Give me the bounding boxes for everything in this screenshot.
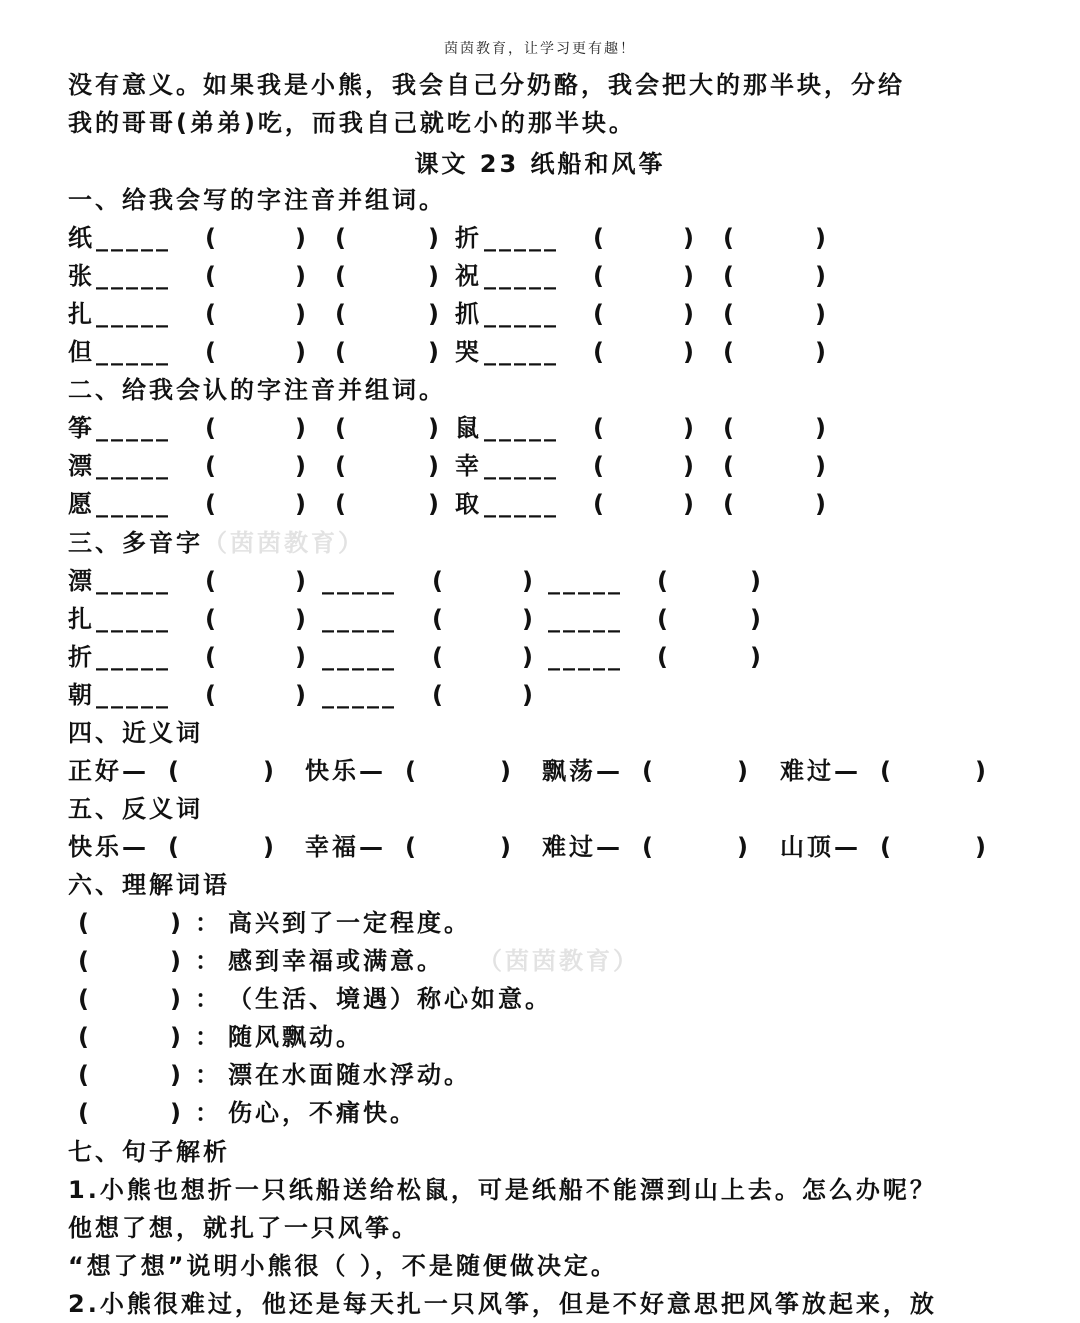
- paren-close: ): [750, 643, 764, 671]
- paren-open: (: [335, 300, 349, 328]
- paren-open: (: [335, 452, 349, 480]
- paren-close: ): [737, 757, 751, 785]
- paren-close: ): [263, 833, 277, 861]
- pinyin-blank[interactable]: _____: [96, 681, 171, 709]
- target-char: 折: [68, 643, 95, 671]
- paren-open: (: [642, 757, 656, 785]
- paren-open: (: [593, 414, 607, 442]
- pinyin-blank[interactable]: _____: [96, 300, 171, 328]
- sentence-line-3: “想了想”说明小熊很（ ），不是随便做决定。: [68, 1252, 618, 1280]
- paren-open: (: [405, 757, 419, 785]
- target-char: 折: [455, 224, 482, 252]
- paren-open: (: [723, 452, 737, 480]
- target-char: 鼠: [455, 414, 482, 442]
- paren-open: (: [335, 262, 349, 290]
- paren-close: ): [295, 643, 309, 671]
- paren-close: ): [295, 567, 309, 595]
- paren-close: ): [295, 262, 309, 290]
- target-char: 愿: [68, 490, 95, 518]
- paren-open: (: [78, 1061, 92, 1089]
- pinyin-blank[interactable]: _____: [484, 414, 559, 442]
- paren-open: (: [723, 414, 737, 442]
- paren-close: ): [500, 833, 514, 861]
- paren-open: (: [642, 833, 656, 861]
- paren-open: (: [657, 605, 671, 633]
- watermark-text: （茵茵教育）: [478, 947, 640, 975]
- paren-close: ): [815, 452, 829, 480]
- paren-open: (: [78, 1023, 92, 1051]
- paren-close: ): [683, 414, 697, 442]
- paren-close: ): [815, 300, 829, 328]
- paren-close: ): [295, 452, 309, 480]
- target-char: 漂: [68, 567, 95, 595]
- paren-close: ): [815, 414, 829, 442]
- paren-open: (: [78, 985, 92, 1013]
- definition-text: 随风飘动。: [228, 1023, 363, 1051]
- section5-heading: 五、反义词: [68, 795, 203, 823]
- paren-close: ): [500, 757, 514, 785]
- paren-close: ): [170, 1023, 184, 1051]
- target-char: 抓: [455, 300, 482, 328]
- paren-open: (: [432, 643, 446, 671]
- pinyin-blank[interactable]: _____: [96, 224, 171, 252]
- paren-close: ): [522, 681, 536, 709]
- pinyin-blank[interactable]: _____: [322, 681, 397, 709]
- pinyin-blank[interactable]: _____: [322, 643, 397, 671]
- target-char: 祝: [455, 262, 482, 290]
- colon: ：: [195, 1099, 222, 1127]
- target-char: 取: [455, 490, 482, 518]
- word-prompt: 快乐—: [305, 757, 386, 785]
- paren-close: ): [815, 490, 829, 518]
- paren-close: ): [683, 300, 697, 328]
- paren-close: ): [683, 452, 697, 480]
- colon: ：: [195, 909, 222, 937]
- pinyin-blank[interactable]: _____: [96, 414, 171, 442]
- paren-close: ): [815, 338, 829, 366]
- paren-open: (: [593, 300, 607, 328]
- paren-open: (: [78, 1099, 92, 1127]
- pinyin-blank[interactable]: _____: [548, 567, 623, 595]
- paren-close: ): [295, 300, 309, 328]
- paren-open: (: [593, 452, 607, 480]
- target-char: 扎: [68, 605, 95, 633]
- target-char: 扎: [68, 300, 95, 328]
- pinyin-blank[interactable]: _____: [484, 262, 559, 290]
- pinyin-blank[interactable]: _____: [96, 490, 171, 518]
- paren-open: (: [723, 300, 737, 328]
- paren-open: (: [205, 490, 219, 518]
- paren-close: ): [428, 300, 442, 328]
- paren-close: ): [750, 567, 764, 595]
- paren-open: (: [335, 338, 349, 366]
- page-header: 茵茵教育，让学习更有趣！: [444, 41, 636, 57]
- definition-text: 感到幸福或满意。: [228, 947, 444, 975]
- intro-line-2: 我的哥哥(弟弟)吃，而我自己就吃小的那半块。: [68, 109, 636, 137]
- section3-title: 三、多音字: [68, 529, 203, 557]
- paren-close: ): [428, 262, 442, 290]
- paren-close: ): [428, 452, 442, 480]
- paren-open: (: [335, 490, 349, 518]
- pinyin-blank[interactable]: _____: [484, 338, 559, 366]
- paren-close: ): [975, 833, 989, 861]
- paren-open: (: [78, 947, 92, 975]
- paren-open: (: [723, 224, 737, 252]
- colon: ：: [195, 1023, 222, 1051]
- paren-open: (: [723, 338, 737, 366]
- section1-heading: 一、给我会写的字注音并组词。: [68, 186, 446, 214]
- section3-heading: [68, 524, 365, 562]
- paren-open: (: [593, 262, 607, 290]
- paren-close: ): [522, 643, 536, 671]
- paren-close: ): [683, 262, 697, 290]
- target-char: 但: [68, 338, 95, 366]
- target-char: 幸: [455, 452, 482, 480]
- paren-close: ): [975, 757, 989, 785]
- paren-close: ): [815, 262, 829, 290]
- pinyin-blank[interactable]: _____: [96, 338, 171, 366]
- section7-heading: 七、句子解析: [68, 1138, 230, 1166]
- paren-close: ): [170, 909, 184, 937]
- pinyin-blank[interactable]: _____: [96, 567, 171, 595]
- definition-text: 高兴到了一定程度。: [228, 909, 471, 937]
- word-prompt: 幸福—: [305, 833, 386, 861]
- colon: ：: [195, 1061, 222, 1089]
- lesson-title: 课文 23 纸船和风筝: [414, 150, 666, 178]
- paren-close: ): [263, 757, 277, 785]
- paren-close: ): [295, 414, 309, 442]
- paren-open: (: [880, 833, 894, 861]
- definition-text: 漂在水面随水浮动。: [228, 1061, 471, 1089]
- pinyin-blank[interactable]: _____: [96, 605, 171, 633]
- paren-close: ): [428, 338, 442, 366]
- pinyin-blank[interactable]: _____: [96, 262, 171, 290]
- paren-open: (: [432, 605, 446, 633]
- paren-close: ): [428, 224, 442, 252]
- section6-heading: 六、理解词语: [68, 871, 230, 899]
- paren-open: (: [657, 643, 671, 671]
- paren-close: ): [170, 1099, 184, 1127]
- paren-open: (: [593, 338, 607, 366]
- colon: ：: [195, 985, 222, 1013]
- paren-open: (: [205, 300, 219, 328]
- paren-open: (: [168, 833, 182, 861]
- paren-close: ): [683, 490, 697, 518]
- word-prompt: 正好—: [68, 757, 149, 785]
- pinyin-blank[interactable]: _____: [484, 300, 559, 328]
- target-char: 张: [68, 262, 95, 290]
- paren-close: ): [683, 338, 697, 366]
- paren-close: ): [815, 224, 829, 252]
- paren-open: (: [205, 452, 219, 480]
- word-prompt: 山顶—: [780, 833, 861, 861]
- target-char: 筝: [68, 414, 95, 442]
- paren-open: (: [335, 224, 349, 252]
- paren-open: (: [205, 643, 219, 671]
- paren-close: ): [295, 224, 309, 252]
- sentence-line-2: 他想了想，就扎了一只风筝。: [68, 1214, 419, 1242]
- paren-close: ): [428, 490, 442, 518]
- target-char: 哭: [455, 338, 482, 366]
- pinyin-blank[interactable]: _____: [548, 643, 623, 671]
- paren-open: (: [205, 224, 219, 252]
- target-char: 漂: [68, 452, 95, 480]
- paren-close: ): [295, 681, 309, 709]
- paren-open: (: [880, 757, 894, 785]
- paren-close: ): [295, 338, 309, 366]
- word-prompt: 难过—: [542, 833, 623, 861]
- paren-open: (: [168, 757, 182, 785]
- paren-open: (: [205, 262, 219, 290]
- paren-close: ): [737, 833, 751, 861]
- section4-heading: 四、近义词: [68, 719, 203, 747]
- paren-open: (: [205, 338, 219, 366]
- pinyin-blank[interactable]: _____: [484, 452, 559, 480]
- paren-open: (: [405, 833, 419, 861]
- pinyin-blank[interactable]: _____: [322, 605, 397, 633]
- paren-open: (: [432, 681, 446, 709]
- paren-close: ): [170, 1061, 184, 1089]
- paren-close: ): [170, 947, 184, 975]
- paren-close: ): [522, 567, 536, 595]
- sentence-line-4: 2.小熊很难过，他还是每天扎一只风筝，但是不好意思把风筝放起来，放: [68, 1290, 937, 1318]
- pinyin-blank[interactable]: _____: [548, 605, 623, 633]
- paren-open: (: [723, 262, 737, 290]
- paren-close: ): [295, 605, 309, 633]
- paren-close: ): [170, 985, 184, 1013]
- paren-open: (: [723, 490, 737, 518]
- word-prompt: 难过—: [780, 757, 861, 785]
- watermark-text: （茵茵教育）: [203, 529, 365, 557]
- paren-open: (: [657, 567, 671, 595]
- pinyin-blank[interactable]: _____: [484, 490, 559, 518]
- word-prompt: 飘荡—: [542, 757, 623, 785]
- word-prompt: 快乐—: [68, 833, 149, 861]
- paren-close: ): [683, 224, 697, 252]
- paren-close: ): [750, 605, 764, 633]
- paren-open: (: [205, 681, 219, 709]
- pinyin-blank[interactable]: _____: [322, 567, 397, 595]
- definition-text: 伤心，不痛快。: [228, 1099, 417, 1127]
- paren-open: (: [205, 605, 219, 633]
- paren-close: ): [522, 605, 536, 633]
- paren-open: (: [205, 567, 219, 595]
- paren-open: (: [593, 490, 607, 518]
- colon: ：: [195, 947, 222, 975]
- paren-open: (: [335, 414, 349, 442]
- paren-close: ): [428, 414, 442, 442]
- sentence-line-1: 1.小熊也想折一只纸船送给松鼠，可是纸船不能漂到山上去。怎么办呢？: [68, 1176, 937, 1204]
- definition-text: （生活、境遇）称心如意。: [228, 985, 552, 1013]
- paren-open: (: [432, 567, 446, 595]
- paren-close: ): [295, 490, 309, 518]
- section2-heading: 二、给我会认的字注音并组词。: [68, 376, 446, 404]
- pinyin-blank[interactable]: _____: [96, 452, 171, 480]
- pinyin-blank[interactable]: _____: [484, 224, 559, 252]
- intro-line-1: 没有意义。如果我是小熊，我会自己分奶酪，我会把大的那半块，分给: [68, 71, 905, 99]
- paren-open: (: [205, 414, 219, 442]
- paren-open: (: [78, 909, 92, 937]
- target-char: 朝: [68, 681, 95, 709]
- paren-open: (: [593, 224, 607, 252]
- target-char: 纸: [68, 224, 95, 252]
- pinyin-blank[interactable]: _____: [96, 643, 171, 671]
